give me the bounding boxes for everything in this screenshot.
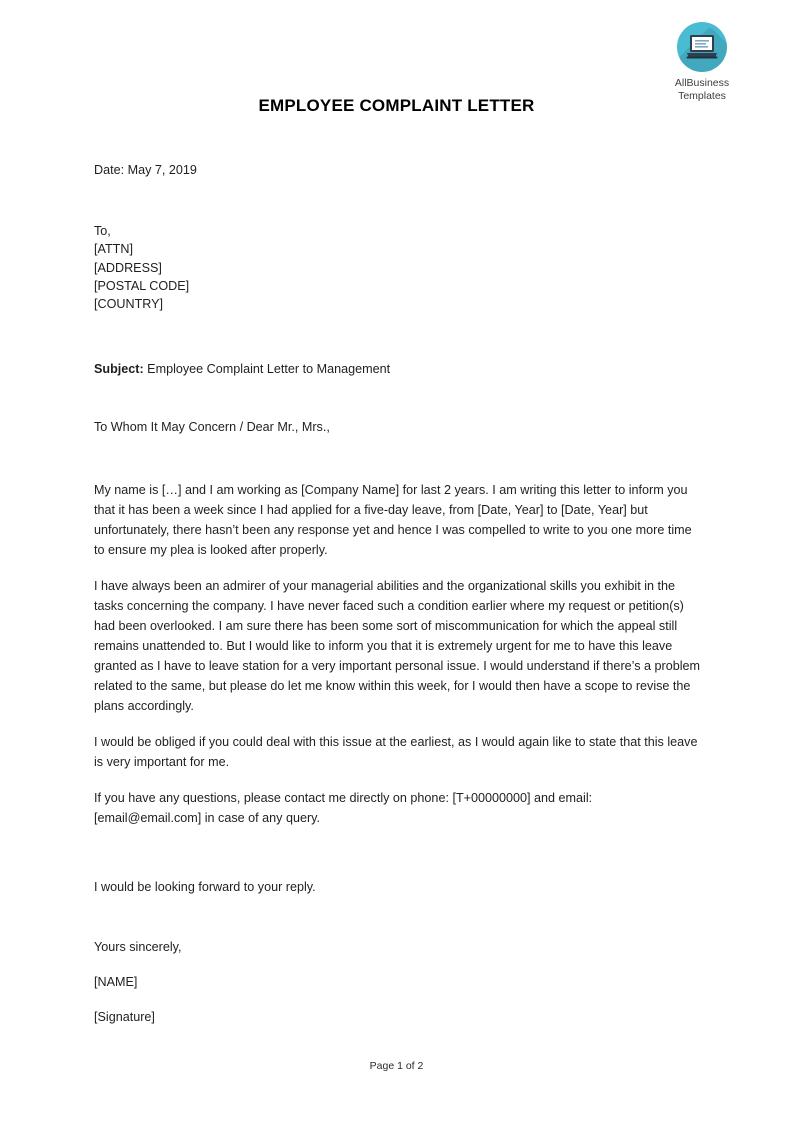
letter-body [94, 160, 700, 1027]
body-paragraph-3: I would be obliged if you could deal with this issue at the earliest, as I would again like to state that this leave is very important for me. [94, 735, 698, 770]
contact-paragraph: If you have any questions, please contact me directly on phone: [T+00000000] and email: [email@email.com] in case of any query. [94, 791, 593, 826]
recipient-to: To, [94, 224, 111, 238]
body-paragraph-1: My name is […] and I am working as [Company Name] for last 2 years. I am writing this letter to inform you that it has been a week since I had applied for a five-day leave, from [Date, Year] to [Date, Year] but unfortunately, there hasn’t been any response yet and hence I was compelled to write to you one more time to ensure my plea is looked after properly. [94, 483, 692, 558]
subject-label: Subject: [94, 362, 144, 377]
recipient-country: [COUNTRY] [94, 297, 164, 312]
signer-name-placeholder: [NAME] [94, 975, 138, 990]
page-footer: Page 1 of 2 [369, 1060, 424, 1072]
subject-text: Employee Complaint Letter to Management [143, 362, 391, 377]
logo-caption-line2: Templates [678, 89, 726, 102]
signature-placeholder: [Signature] [94, 1010, 155, 1025]
body-paragraph-2: I have always been an admirer of your managerial abilities and the organizational skills you exhibit in the tasks concerning the company. I have never faced such a condition earlier where my request or petition(s) had been overlooked. I am sure there has been some sort of miscommunication for which the appeal still remains unattended to. But I would like to inform you that it is extremely urgent for me to have this leave granted as I have to leave station for a very important personal issue. I would understand if there’s a problem related to the same, but please do let me know within this week, for I would then have a scope to revise the plans accordingly. [94, 579, 701, 714]
date-line: Date: May 7, 2019 [94, 163, 197, 177]
closing-reply-line: I would be looking forward to your reply. [94, 880, 316, 895]
recipient-attn: [ATTN] [94, 242, 133, 257]
recipient-address: [ADDRESS] [94, 260, 162, 275]
recipient-postal-code: [POSTAL CODE] [94, 278, 190, 293]
laptop-document-icon [686, 34, 718, 60]
salutation-line: To Whom It May Concern / Dear Mr., Mrs., [94, 420, 330, 435]
closing-salutation: Yours sincerely, [94, 940, 182, 955]
subject-line [94, 359, 700, 379]
logo-caption-line1: AllBusiness [674, 77, 730, 89]
logo-circle [677, 22, 727, 72]
recipient-address-block [94, 222, 700, 313]
brand-logo [647, 22, 757, 102]
page-title: EMPLOYEE COMPLAINT LETTER [258, 96, 535, 115]
